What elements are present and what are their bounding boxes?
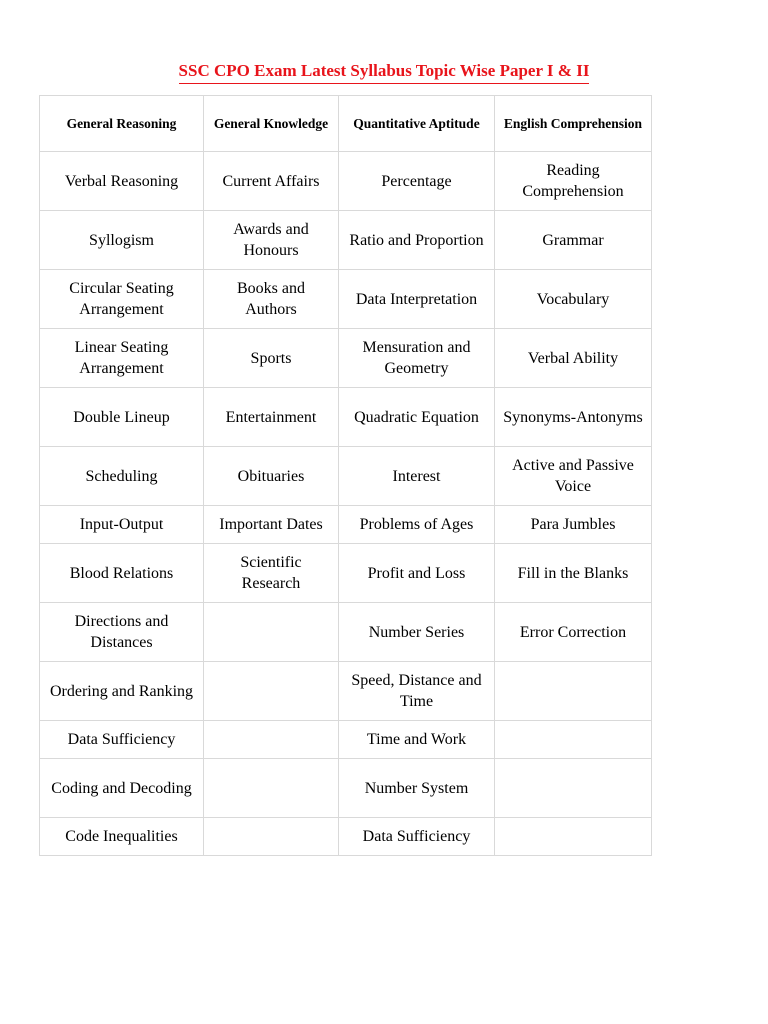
table-header-row bbox=[40, 96, 652, 152]
table-cell: Error Correction bbox=[495, 603, 652, 662]
table-cell bbox=[495, 662, 652, 721]
table-cell: Directions and Distances bbox=[40, 603, 204, 662]
table-row bbox=[40, 329, 652, 388]
table-row bbox=[40, 388, 652, 447]
table-cell: Coding and Decoding bbox=[40, 759, 204, 818]
header-general-reasoning: General Reasoning bbox=[40, 96, 204, 152]
table-cell: Interest bbox=[339, 447, 495, 506]
table-cell bbox=[495, 721, 652, 759]
table-cell: Problems of Ages bbox=[339, 506, 495, 544]
header-quantitative-aptitude: Quantitative Aptitude bbox=[339, 96, 495, 152]
table-cell: Fill in the Blanks bbox=[495, 544, 652, 603]
table-cell: Input-Output bbox=[40, 506, 204, 544]
table-cell: Double Lineup bbox=[40, 388, 204, 447]
table-cell: Vocabulary bbox=[495, 270, 652, 329]
table-cell bbox=[204, 721, 339, 759]
table-cell bbox=[204, 662, 339, 721]
table-cell: Time and Work bbox=[339, 721, 495, 759]
table-cell bbox=[495, 818, 652, 856]
table-row bbox=[40, 818, 652, 856]
table-row bbox=[40, 544, 652, 603]
table-row bbox=[40, 506, 652, 544]
table-row bbox=[40, 211, 652, 270]
table-cell: Mensuration and Geometry bbox=[339, 329, 495, 388]
table-cell: Verbal Reasoning bbox=[40, 152, 204, 211]
table-cell: Grammar bbox=[495, 211, 652, 270]
table-cell: Sports bbox=[204, 329, 339, 388]
page-title bbox=[0, 60, 768, 84]
table-cell: Profit and Loss bbox=[339, 544, 495, 603]
table-cell bbox=[495, 759, 652, 818]
table-cell: Number Series bbox=[339, 603, 495, 662]
table-cell: Speed, Distance and Time bbox=[339, 662, 495, 721]
table-cell: Blood Relations bbox=[40, 544, 204, 603]
header-general-knowledge: General Knowledge bbox=[204, 96, 339, 152]
table-row bbox=[40, 152, 652, 211]
table-row bbox=[40, 759, 652, 818]
table-cell: Ratio and Proportion bbox=[339, 211, 495, 270]
table-cell: Reading Comprehension bbox=[495, 152, 652, 211]
table-cell: Linear Seating Arrangement bbox=[40, 329, 204, 388]
table-cell: Obituaries bbox=[204, 447, 339, 506]
table-row bbox=[40, 603, 652, 662]
table-cell: Data Interpretation bbox=[339, 270, 495, 329]
table-cell: Data Sufficiency bbox=[40, 721, 204, 759]
table-row bbox=[40, 447, 652, 506]
table-cell: Para Jumbles bbox=[495, 506, 652, 544]
table-cell: Ordering and Ranking bbox=[40, 662, 204, 721]
table-cell bbox=[204, 818, 339, 856]
table-cell: Awards and Honours bbox=[204, 211, 339, 270]
table-cell: Entertainment bbox=[204, 388, 339, 447]
page-title-text: SSC CPO Exam Latest Syllabus Topic Wise Paper I & II bbox=[179, 60, 590, 84]
syllabus-table bbox=[39, 95, 652, 856]
table-cell bbox=[204, 603, 339, 662]
table-cell: Books and Authors bbox=[204, 270, 339, 329]
table-cell: Number System bbox=[339, 759, 495, 818]
table-cell: Data Sufficiency bbox=[339, 818, 495, 856]
table-row bbox=[40, 721, 652, 759]
table-cell: Syllogism bbox=[40, 211, 204, 270]
table-cell: Important Dates bbox=[204, 506, 339, 544]
table-cell: Quadratic Equation bbox=[339, 388, 495, 447]
table-row bbox=[40, 662, 652, 721]
table-cell: Synonyms-Antonyms bbox=[495, 388, 652, 447]
table-cell: Code Inequalities bbox=[40, 818, 204, 856]
header-english-comprehension: English Comprehension bbox=[495, 96, 652, 152]
table-cell: Percentage bbox=[339, 152, 495, 211]
table-cell: Verbal Ability bbox=[495, 329, 652, 388]
table-cell: Scheduling bbox=[40, 447, 204, 506]
table-row bbox=[40, 270, 652, 329]
table-cell: Active and Passive Voice bbox=[495, 447, 652, 506]
table-cell: Scientific Research bbox=[204, 544, 339, 603]
table-cell bbox=[204, 759, 339, 818]
table-cell: Circular Seating Arrangement bbox=[40, 270, 204, 329]
table-cell: Current Affairs bbox=[204, 152, 339, 211]
